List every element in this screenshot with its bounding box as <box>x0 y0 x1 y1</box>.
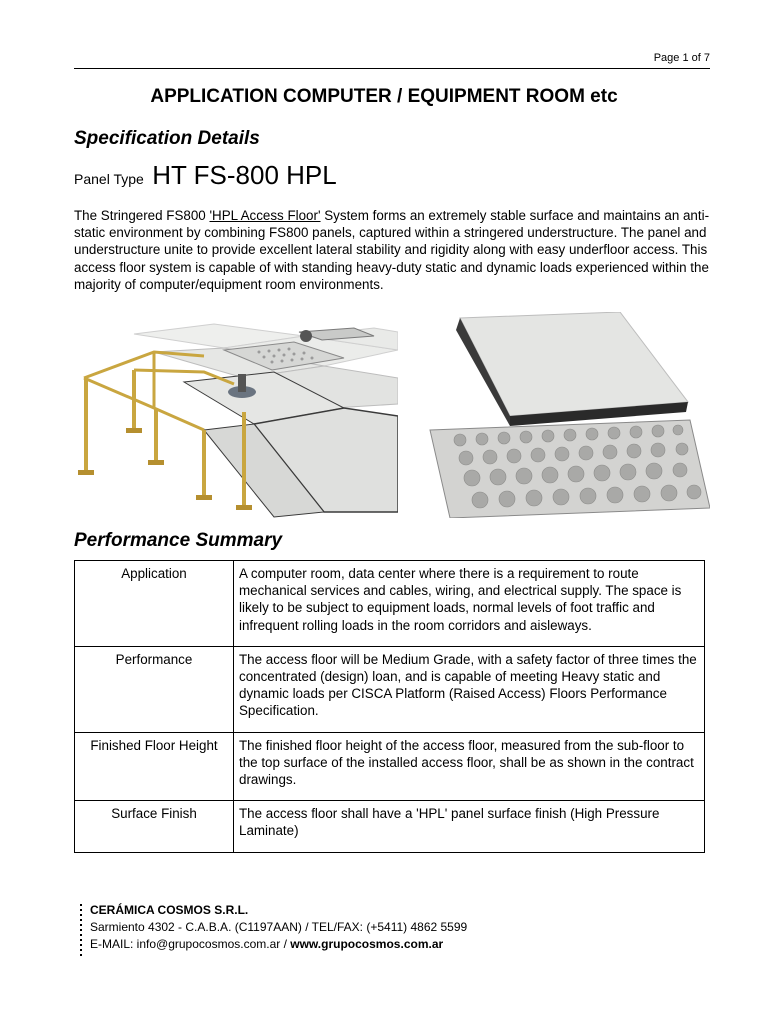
footer-email[interactable]: E-MAIL: info@grupocosmos.com.ar / <box>90 937 291 951</box>
header-rule <box>74 68 710 69</box>
row-description: The finished floor height of the access floor, measured from the sub-floor to the top surface of the installed access floor, shall be as shown in the contract drawings. <box>234 732 705 801</box>
panel-type <box>74 160 337 191</box>
footer-lines <box>90 902 590 953</box>
row-label: Performance <box>75 646 234 732</box>
intro-text-before: The Stringered FS800 <box>74 208 210 223</box>
page-number: Page 1 of 7 <box>653 52 710 64</box>
footer-contact <box>90 936 590 953</box>
intro-paragraph <box>74 207 714 293</box>
performance-table <box>74 560 705 853</box>
panel-type-label: Panel Type <box>74 171 144 187</box>
row-label: Application <box>75 561 234 647</box>
panel-underside-photo <box>410 312 710 518</box>
footer-website[interactable]: www.grupocosmos.com.ar <box>290 937 444 951</box>
footer-address: Sarmiento 4302 - C.A.B.A. (C1197AAN) / TEL/FAX: (+5411) 4862 5599 <box>90 920 468 934</box>
row-label: Finished Floor Height <box>75 732 234 801</box>
row-description: The access floor will be Medium Grade, with a safety factor of three times the concentrated (design) loan, and is capable of meeting Heavy static and dynamic loads per CISCA Platform (Raised Access) Floors Performance Specification. <box>234 646 705 732</box>
spec-heading: Specification Details <box>74 128 260 149</box>
row-description: A computer room, data center where there is a requirement to route mechanical services and cables, wiring, and electrical supply. The space is likely to be subject to equipment loads, normal levels of foot traffic and infrequent rolling loads in the room corridors and aisleways. <box>234 561 705 647</box>
performance-heading: Performance Summary <box>74 530 283 551</box>
row-label: Surface Finish <box>75 801 234 852</box>
table-row <box>75 646 705 732</box>
raised-floor-photo <box>74 312 398 518</box>
table-row <box>75 732 705 801</box>
table-row <box>75 561 705 647</box>
footer-company: CERÁMICA COSMOS S.R.L. <box>90 903 249 917</box>
footer-dotted-line <box>80 904 82 956</box>
document-title: APPLICATION COMPUTER / EQUIPMENT ROOM etc <box>150 86 618 107</box>
intro-text-after: System forms an extremely stable surface and maintains an anti-static environment by combining FS800 panels, captured within a stringered understructure. The panel and understructure unite to provide excellent lateral stability and rigidity along with easy underfloor access. This access floor system is capable of with standing heavy-duty static and dynamic loads experienced within the majority of computer/equipment room environments. <box>74 208 710 292</box>
table-row <box>75 801 705 852</box>
intro-link[interactable]: 'HPL Access Floor' <box>209 208 321 223</box>
row-description: The access floor shall have a 'HPL' panel surface finish (High Pressure Laminate) <box>234 801 705 852</box>
panel-type-value: HT FS-800 HPL <box>152 160 337 190</box>
